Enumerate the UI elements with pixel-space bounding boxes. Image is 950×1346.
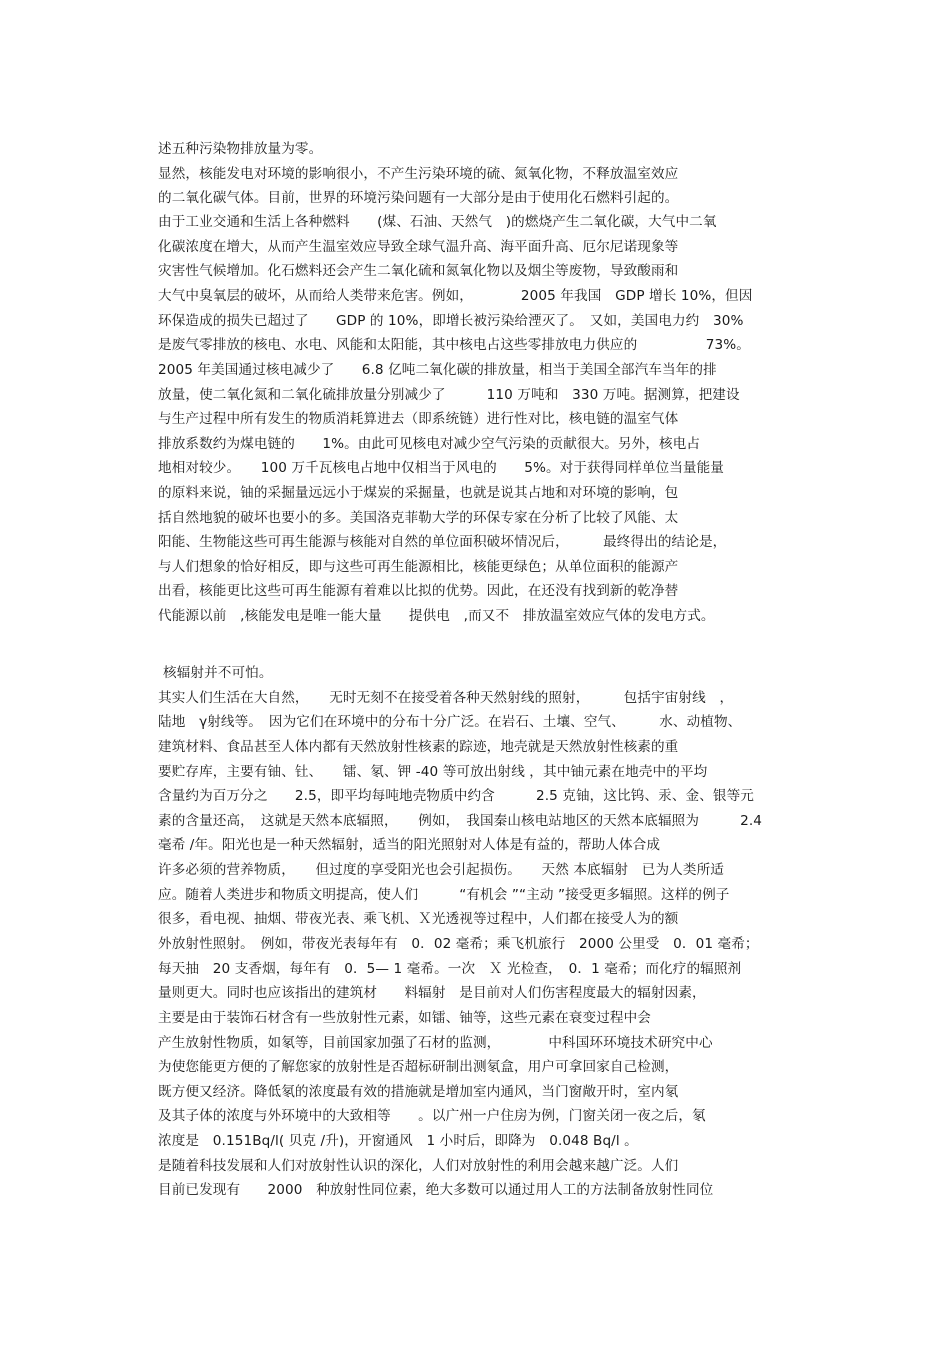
text-line: 及其子体的浓度与外环境中的大致相等 。以广州一户住房为例，门窗关闭一夜之后，氡 [158, 1108, 706, 1124]
text-line: 述五种污染物排放量为零。 [158, 141, 323, 157]
text-line: 建筑材料、食品甚至人体内都有天然放射性核素的踪迹，地壳就是天然放射性核素的重 [158, 739, 679, 755]
text-line: 阳能、生物能这些可再生能源与核能对自然的单位面积破坏情况后， 最终得出的结论是， [158, 534, 727, 550]
text-line: 排放系数约为煤电链的 1%。由此可见核电对减少空气污染的贡献很大。另外，核电占 [158, 436, 701, 452]
text-line: 出看，核能更比这些可再生能源有着难以比拟的优势。因此，在还没有找到新的乾净替 [158, 583, 679, 599]
text-line: 灾害性气候增加。化石燃料还会产生二氧化硫和氮氧化物以及烟尘等废物，导致酸雨和 [158, 263, 679, 279]
text-line: 括自然地貌的破坏也要小的多。美国洛克菲勒大学的环保专家在分析了比较了风能、太 [158, 510, 679, 526]
text-line: 含量约为百万分之 2.5，即平均每吨地壳物质中约含 2.5 克铀，这比钨、汞、金、银等元 [158, 788, 755, 804]
text-line: 是随着科技发展和人们对放射性认识的深化，人们对放射性的利用会越来越广泛。人们 [158, 1158, 679, 1174]
text-line: 外放射性照射。 例如，带夜光表每年有 0．02 毫希；乘飞机旅行 2000 公里受 0．01 毫希； [158, 936, 759, 952]
text-line: 量则更大。同时也应该指出的建筑材 料辐射 是目前对人们伤害程度最大的辐射因素， [158, 985, 706, 1001]
text-line: 的原料来说，铀的采掘量远远小于煤炭的采掘量，也就是说其占地和对环境的影响，包 [158, 485, 679, 501]
text-line: 要贮存库，主要有铀、钍、 镭、氡、钾 -40 等可放出射线 ，其中铀元素在地壳中的平均 [158, 764, 708, 780]
text-line: 2005 年美国通过核电减少了 6.8 亿吨二氧化碳的排放量，相当于美国全部汽车当年的排 [158, 362, 717, 378]
text-line: 其实人们生活在大自然， 无时无刻不在接受着各种天然射线的照射， 包括宇宙射线 ， [158, 690, 734, 706]
text-line: 由于工业交通和生活上各种燃料 (煤、石油、天然气 )的燃烧产生二氧化碳，大气中二氧 [158, 214, 717, 230]
text-line: 素的含量还高， 这就是天然本底辐照， 例如， 我国秦山核电站地区的天然本底辐照为 2.4 [158, 813, 763, 829]
text-line: 与人们想象的恰好相反，即与这些可再生能源相比，核能更绿色；从单位面积的能源产 [158, 559, 679, 575]
text-line: 既方便又经济。降低氡的浓度最有效的措施就是增加室内通风，当门窗敞开时，室内氡 [158, 1084, 679, 1100]
text-line: 代能源以前 ,核能发电是唯一能大量 提供电 ,而又不 排放温室效应气体的发电方式。 [158, 608, 715, 624]
section-heading: 核辐射并不可怕。 [163, 665, 273, 681]
text-line: 环保造成的损失已超过了 GDP 的 10%，即增长被污染给湮灭了。 又如，美国电力约 30% [158, 313, 744, 329]
text-line: 陆地 γ射线等。 因为它们在环境中的分布十分广泛。在岩石、土壤、空气、 水、动植物、 [158, 714, 742, 730]
text-line: 与生产过程中所有发生的物质消耗算进去（即系统链）进行性对比，核电链的温室气体 [158, 411, 679, 427]
text-line: 放量，使二氧化氮和二氧化硫排放量分别减少了 110 万吨和 330 万吨。据测算，把建设 [158, 387, 740, 403]
text-line: 主要是由于装饰石材含有一些放射性元素，如镭、铀等，这些元素在衰变过程中会 [158, 1010, 651, 1026]
text-line: 很多，看电视、抽烟、带夜光表、乘飞机、Ｘ光透视等过程中，人们都在接受人为的额 [158, 911, 679, 927]
text-line: 的二氧化碳气体。目前，世界的环境污染问题有一大部分是由于使用化石燃料引起的。 [158, 190, 679, 206]
text-line: 显然，核能发电对环境的影响很小，不产生污染环境的硫、氮氧化物，不释放温室效应 [158, 166, 679, 182]
text-line: 产生放射性物质，如氡等，目前国家加强了石材的监测， 中科国环环境技术研究中心 [158, 1035, 713, 1051]
text-line: 大气中臭氧层的破坏，从而给人类带来危害。例如， 2005 年我国 GDP 增长 10%，但因 [158, 288, 753, 304]
text-line: 是废气零排放的核电、水电、风能和太阳能，其中核电占这些零排放电力供应的 73%。 [158, 337, 750, 353]
text-line: 毫希 /年。阳光也是一种天然辐射，适当的阳光照射对人体是有益的，帮助人体合成 [158, 837, 661, 853]
text-line: 浓度是 0.151Bq/l( 贝克 /升)，开窗通风 1 小时后，即降为 0.048 Bq/l 。 [158, 1133, 638, 1149]
text-line: 每天抽 20 支香烟，每年有 0．5— 1 毫希。一次 Ｘ 光检查， 0．1 毫希；而化疗的辐照剂 [158, 961, 742, 977]
text-line: 为使您能更方便的了解您家的放射性是否超标研制出测氡盒，用户可拿回家自己检测， [158, 1059, 679, 1075]
text-line: 目前已发现有 2000 种放射性同位素，绝大多数可以通过用人工的方法制备放射性同位 [158, 1182, 714, 1198]
text-line: 许多必须的营养物质， 但过度的享受阳光也会引起损伤。 天然 本底辐射 已为人类所适 [158, 862, 724, 878]
text-line: 地相对较少。 100 万千瓦核电占地中仅相当于风电的 5%。对于获得同样单位当量能量 [158, 460, 724, 476]
text-line: 化碳浓度在增大，从而产生温室效应导致全球气温升高、海平面升高、厄尔尼诺现象等 [158, 239, 679, 255]
text-line: 应。随着人类进步和物质文明提高，使人们 “有机会 ”“主动 ”接受更多辐照。这样的例子 [158, 887, 730, 903]
